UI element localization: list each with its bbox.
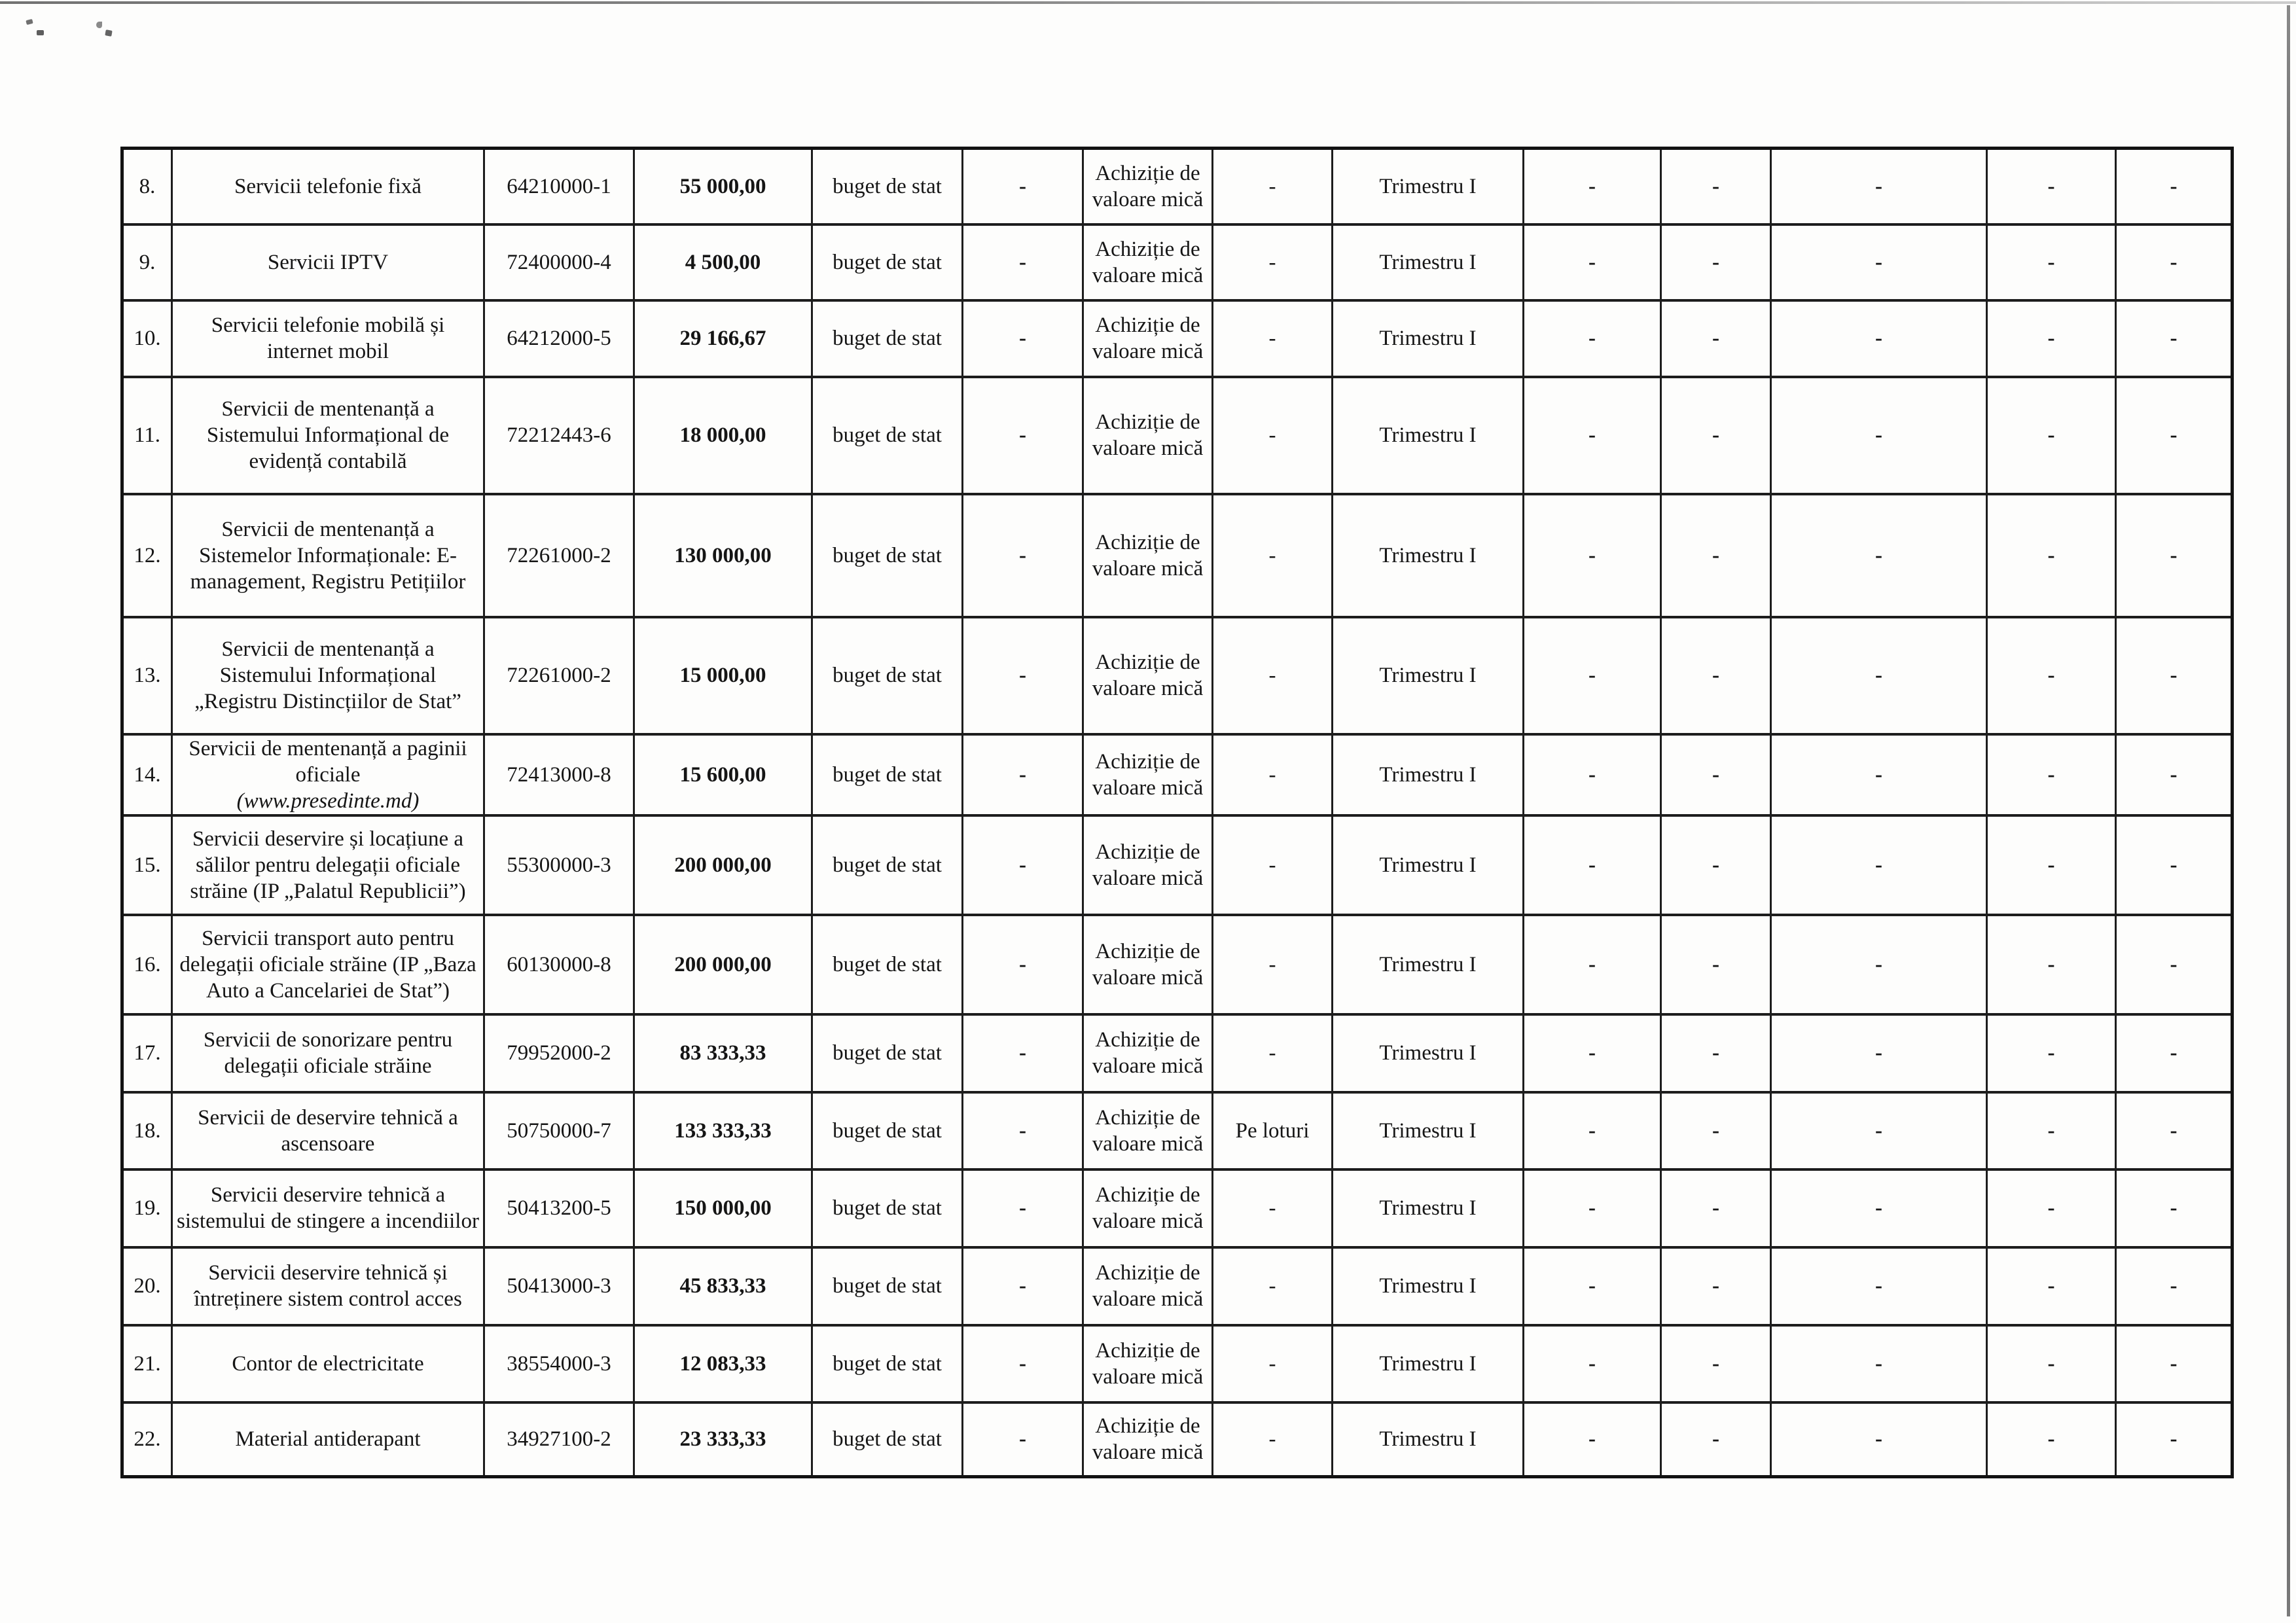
lots-cell: - [1213,815,1333,915]
estimated-value-cell: 18 000,00 [634,377,812,494]
dash-cell: - [963,377,1083,494]
dash-cell: - [2116,494,2233,617]
plan-table-body [122,149,2233,1477]
dash-cell: - [1771,1247,1987,1325]
period-cell: Trimestru I [1333,1402,1524,1477]
funding-source-cell: buget de stat [812,1325,963,1402]
dash-cell: - [1661,494,1771,617]
period-cell: Trimestru I [1333,915,1524,1014]
object-name-cell [172,1014,484,1092]
dash-cell: - [1524,149,1661,224]
row-number-cell: 8. [122,149,172,224]
dash-cell: - [1661,1014,1771,1092]
funding-source-cell: buget de stat [812,149,963,224]
lots-cell: - [1213,1014,1333,1092]
funding-source-cell: buget de stat [812,1402,963,1477]
dash-cell: - [1661,617,1771,734]
table-row [122,1169,2233,1247]
dash-cell: - [1987,915,2116,1014]
cpv-code-cell: 50750000-7 [484,1092,634,1169]
dash-cell: - [963,815,1083,915]
procedure-type-cell: Achiziție de valoare mică [1083,915,1213,1014]
object-name-cell [172,815,484,915]
period-cell: Trimestru I [1333,224,1524,300]
table-row [122,915,2233,1014]
dash-cell: - [963,494,1083,617]
dash-cell: - [2116,1014,2233,1092]
dash-cell: - [1987,300,2116,377]
dash-cell: - [1987,1325,2116,1402]
cpv-code-cell: 64210000-1 [484,149,634,224]
dash-cell: - [1524,1092,1661,1169]
dash-cell: - [1661,300,1771,377]
period-cell: Trimestru I [1333,494,1524,617]
object-name-cell [172,377,484,494]
dash-cell: - [1524,617,1661,734]
object-name-cell [172,1169,484,1247]
dash-cell: - [963,1402,1083,1477]
estimated-value-cell: 150 000,00 [634,1169,812,1247]
lots-cell: - [1213,617,1333,734]
table-row [122,1402,2233,1477]
dash-cell: - [1524,377,1661,494]
scan-top-edge-artifact [0,1,2296,4]
estimated-value-cell: 4 500,00 [634,224,812,300]
object-name-cell [172,1325,484,1402]
object-name-cell [172,300,484,377]
procedure-type-cell: Achiziție de valoare mică [1083,1325,1213,1402]
row-number-cell: 18. [122,1092,172,1169]
estimated-value-cell: 83 333,33 [634,1014,812,1092]
object-name-text: Material antiderapant [235,1427,421,1452]
dash-cell: - [1771,1092,1987,1169]
object-name-cell [172,734,484,815]
object-name-text: Servicii de mentenanță a paginii oficiale [188,736,467,787]
period-cell: Trimestru I [1333,1247,1524,1325]
estimated-value-cell: 15 600,00 [634,734,812,815]
table-row [122,377,2233,494]
dash-cell: - [1987,1092,2116,1169]
dash-cell: - [1661,815,1771,915]
dash-cell: - [2116,734,2233,815]
period-cell: Trimestru I [1333,300,1524,377]
object-name-text: Servicii deservire tehnică și întreținere sistem control acces [194,1261,462,1311]
period-cell: Trimestru I [1333,815,1524,915]
procedure-type-cell: Achiziție de valoare mică [1083,1247,1213,1325]
procedure-type-cell: Achiziție de valoare mică [1083,1092,1213,1169]
ink-speck [96,22,102,28]
dash-cell: - [1661,1247,1771,1325]
dash-cell: - [2116,915,2233,1014]
object-name-cell [172,1402,484,1477]
cpv-code-cell: 38554000-3 [484,1325,634,1402]
estimated-value-cell: 12 083,33 [634,1325,812,1402]
procurement-table [120,147,2234,1478]
dash-cell: - [2116,1325,2233,1402]
dash-cell: - [1987,617,2116,734]
dash-cell: - [1771,617,1987,734]
object-name-cell [172,149,484,224]
dash-cell: - [1771,377,1987,494]
dash-cell: - [1524,815,1661,915]
row-number-cell: 12. [122,494,172,617]
dash-cell: - [963,1325,1083,1402]
funding-source-cell: buget de stat [812,734,963,815]
cpv-code-cell: 72261000-2 [484,494,634,617]
funding-source-cell: buget de stat [812,1169,963,1247]
funding-source-cell: buget de stat [812,1092,963,1169]
dash-cell: - [2116,1402,2233,1477]
procedure-type-cell: Achiziție de valoare mică [1083,617,1213,734]
dash-cell: - [1771,915,1987,1014]
dash-cell: - [1771,734,1987,815]
dash-cell: - [1987,224,2116,300]
estimated-value-cell: 23 333,33 [634,1402,812,1477]
dash-cell: - [1524,494,1661,617]
object-name-text: Servicii telefonie fixă [234,174,422,198]
dash-cell: - [1771,1169,1987,1247]
period-cell: Trimestru I [1333,734,1524,815]
object-name-cell [172,1092,484,1169]
object-name-text: Servicii transport auto pentru delegații oficiale străine (IP „Baza Auto a Cancelariei de Stat”) [179,926,476,1003]
estimated-value-cell: 200 000,00 [634,815,812,915]
dash-cell: - [963,1014,1083,1092]
dash-cell: - [2116,617,2233,734]
funding-source-cell: buget de stat [812,1014,963,1092]
funding-source-cell: buget de stat [812,224,963,300]
row-number-cell: 21. [122,1325,172,1402]
cpv-code-cell: 34927100-2 [484,1402,634,1477]
lots-cell: - [1213,377,1333,494]
dash-cell: - [1524,1169,1661,1247]
lots-cell: - [1213,734,1333,815]
row-number-cell: 14. [122,734,172,815]
dash-cell: - [1987,494,2116,617]
procedure-type-cell: Achiziție de valoare mică [1083,1014,1213,1092]
dash-cell: - [1524,915,1661,1014]
dash-cell: - [963,1092,1083,1169]
lots-cell: - [1213,224,1333,300]
object-name-text: Servicii de mentenanță a Sistemului Informațional de evidență contabilă [206,397,450,473]
dash-cell: - [1661,224,1771,300]
dash-cell: - [1661,1402,1771,1477]
dash-cell: - [1771,300,1987,377]
ink-speck [105,29,112,37]
dash-cell: - [963,734,1083,815]
ink-speck [26,19,33,25]
procedure-type-cell: Achiziție de valoare mică [1083,300,1213,377]
dash-cell: - [2116,1169,2233,1247]
dash-cell: - [2116,377,2233,494]
object-name-text: Contor de electricitate [232,1351,424,1376]
dash-cell: - [1771,224,1987,300]
object-name-cell [172,224,484,300]
procedure-type-cell: Achiziție de valoare mică [1083,377,1213,494]
row-number-cell: 11. [122,377,172,494]
dash-cell: - [1524,734,1661,815]
estimated-value-cell: 29 166,67 [634,300,812,377]
object-name-cell [172,617,484,734]
dash-cell: - [1987,1169,2116,1247]
lots-cell: - [1213,300,1333,377]
table-row [122,494,2233,617]
dash-cell: - [1987,1247,2116,1325]
dash-cell: - [1524,1325,1661,1402]
row-number-cell: 22. [122,1402,172,1477]
lots-cell: - [1213,915,1333,1014]
row-number-cell: 16. [122,915,172,1014]
lots-cell: - [1213,1247,1333,1325]
estimated-value-cell: 55 000,00 [634,149,812,224]
funding-source-cell: buget de stat [812,1247,963,1325]
table-row [122,224,2233,300]
dash-cell: - [963,300,1083,377]
period-cell: Trimestru I [1333,617,1524,734]
table-row [122,300,2233,377]
lots-cell: - [1213,494,1333,617]
period-cell: Trimestru I [1333,1169,1524,1247]
dash-cell: - [1771,494,1987,617]
cpv-code-cell: 72400000-4 [484,224,634,300]
table-row [122,734,2233,815]
object-name-text: Servicii de mentenanță a Sistemului Informațional „Registru Distincțiilor de Stat” [194,637,461,713]
dash-cell: - [1771,1325,1987,1402]
object-name-text: Servicii de sonorizare pentru delegații oficiale străine [203,1028,453,1078]
dash-cell: - [1524,300,1661,377]
object-name-cell [172,915,484,1014]
period-cell: Trimestru I [1333,377,1524,494]
dash-cell: - [963,224,1083,300]
row-number-cell: 17. [122,1014,172,1092]
scan-right-edge-artifact [2287,5,2290,1616]
object-name-text: Servicii deservire și locațiune a sălilor pentru delegații oficiale străine (IP „Palatul Republicii”) [190,827,466,903]
dash-cell: - [2116,1247,2233,1325]
funding-source-cell: buget de stat [812,617,963,734]
cpv-code-cell: 50413200-5 [484,1169,634,1247]
cpv-code-cell: 50413000-3 [484,1247,634,1325]
cpv-code-cell: 72261000-2 [484,617,634,734]
object-name-text: Servicii IPTV [267,250,389,274]
dash-cell: - [1987,1402,2116,1477]
dash-cell: - [1661,1092,1771,1169]
dash-cell: - [2116,224,2233,300]
procedure-type-cell: Achiziție de valoare mică [1083,149,1213,224]
dash-cell: - [1771,1014,1987,1092]
lots-cell: - [1213,1402,1333,1477]
period-cell: Trimestru I [1333,1092,1524,1169]
estimated-value-cell: 45 833,33 [634,1247,812,1325]
procedure-type-cell: Achiziție de valoare mică [1083,494,1213,617]
cpv-code-cell: 79952000-2 [484,1014,634,1092]
dash-cell: - [963,1247,1083,1325]
object-name-text: Servicii telefonie mobilă și internet mobil [211,313,445,363]
period-cell: Trimestru I [1333,1325,1524,1402]
lots-cell: Pe loturi [1213,1092,1333,1169]
lots-cell: - [1213,1169,1333,1247]
dash-cell: - [1661,377,1771,494]
dash-cell: - [963,1169,1083,1247]
funding-source-cell: buget de stat [812,300,963,377]
dash-cell: - [1987,1014,2116,1092]
object-name-cell [172,494,484,617]
estimated-value-cell: 15 000,00 [634,617,812,734]
dash-cell: - [1771,815,1987,915]
object-name-cell [172,1247,484,1325]
procedure-type-cell: Achiziție de valoare mică [1083,1402,1213,1477]
dash-cell: - [1987,149,2116,224]
table-row [122,1325,2233,1402]
object-name-text: Servicii deservire tehnică a sistemului de stingere a incendiilor [177,1183,479,1233]
dash-cell: - [963,915,1083,1014]
table-row [122,815,2233,915]
dash-cell: - [1987,734,2116,815]
dash-cell: - [1524,1402,1661,1477]
row-number-cell: 13. [122,617,172,734]
cpv-code-cell: 60130000-8 [484,915,634,1014]
cpv-code-cell: 72212443-6 [484,377,634,494]
dash-cell: - [1987,377,2116,494]
object-name-text: Servicii de deservire tehnică a ascensoare [198,1105,458,1156]
table-row [122,1247,2233,1325]
period-cell: Trimestru I [1333,149,1524,224]
estimated-value-cell: 133 333,33 [634,1092,812,1169]
lots-cell: - [1213,1325,1333,1402]
dash-cell: - [963,149,1083,224]
procedure-type-cell: Achiziție de valoare mică [1083,734,1213,815]
dash-cell: - [1661,1169,1771,1247]
object-url-text: (www.presedinte.md) [236,789,420,813]
cpv-code-cell: 55300000-3 [484,815,634,915]
table-row [122,617,2233,734]
object-name-text: Servicii de mentenanță a Sistemelor Informaționale: E-management, Registru Petițiilor [190,517,466,594]
dash-cell: - [2116,1092,2233,1169]
dash-cell: - [1524,1014,1661,1092]
table-row [122,149,2233,224]
dash-cell: - [1661,915,1771,1014]
dash-cell: - [2116,815,2233,915]
funding-source-cell: buget de stat [812,494,963,617]
row-number-cell: 20. [122,1247,172,1325]
row-number-cell: 9. [122,224,172,300]
estimated-value-cell: 130 000,00 [634,494,812,617]
dash-cell: - [1987,815,2116,915]
table-row [122,1014,2233,1092]
estimated-value-cell: 200 000,00 [634,915,812,1014]
funding-source-cell: buget de stat [812,377,963,494]
row-number-cell: 15. [122,815,172,915]
dash-cell: - [1524,224,1661,300]
procedure-type-cell: Achiziție de valoare mică [1083,815,1213,915]
dash-cell: - [1771,1402,1987,1477]
dash-cell: - [2116,300,2233,377]
table-row [122,1092,2233,1169]
dash-cell: - [1771,149,1987,224]
dash-cell: - [1661,149,1771,224]
procedure-type-cell: Achiziție de valoare mică [1083,224,1213,300]
funding-source-cell: buget de stat [812,815,963,915]
procedure-type-cell: Achiziție de valoare mică [1083,1169,1213,1247]
dash-cell: - [1524,1247,1661,1325]
period-cell: Trimestru I [1333,1014,1524,1092]
cpv-code-cell: 72413000-8 [484,734,634,815]
dash-cell: - [1661,1325,1771,1402]
cpv-code-cell: 64212000-5 [484,300,634,377]
ink-speck [37,30,44,35]
funding-source-cell: buget de stat [812,915,963,1014]
dash-cell: - [963,617,1083,734]
row-number-cell: 19. [122,1169,172,1247]
lots-cell: - [1213,149,1333,224]
dash-cell: - [2116,149,2233,224]
row-number-cell: 10. [122,300,172,377]
dash-cell: - [1661,734,1771,815]
